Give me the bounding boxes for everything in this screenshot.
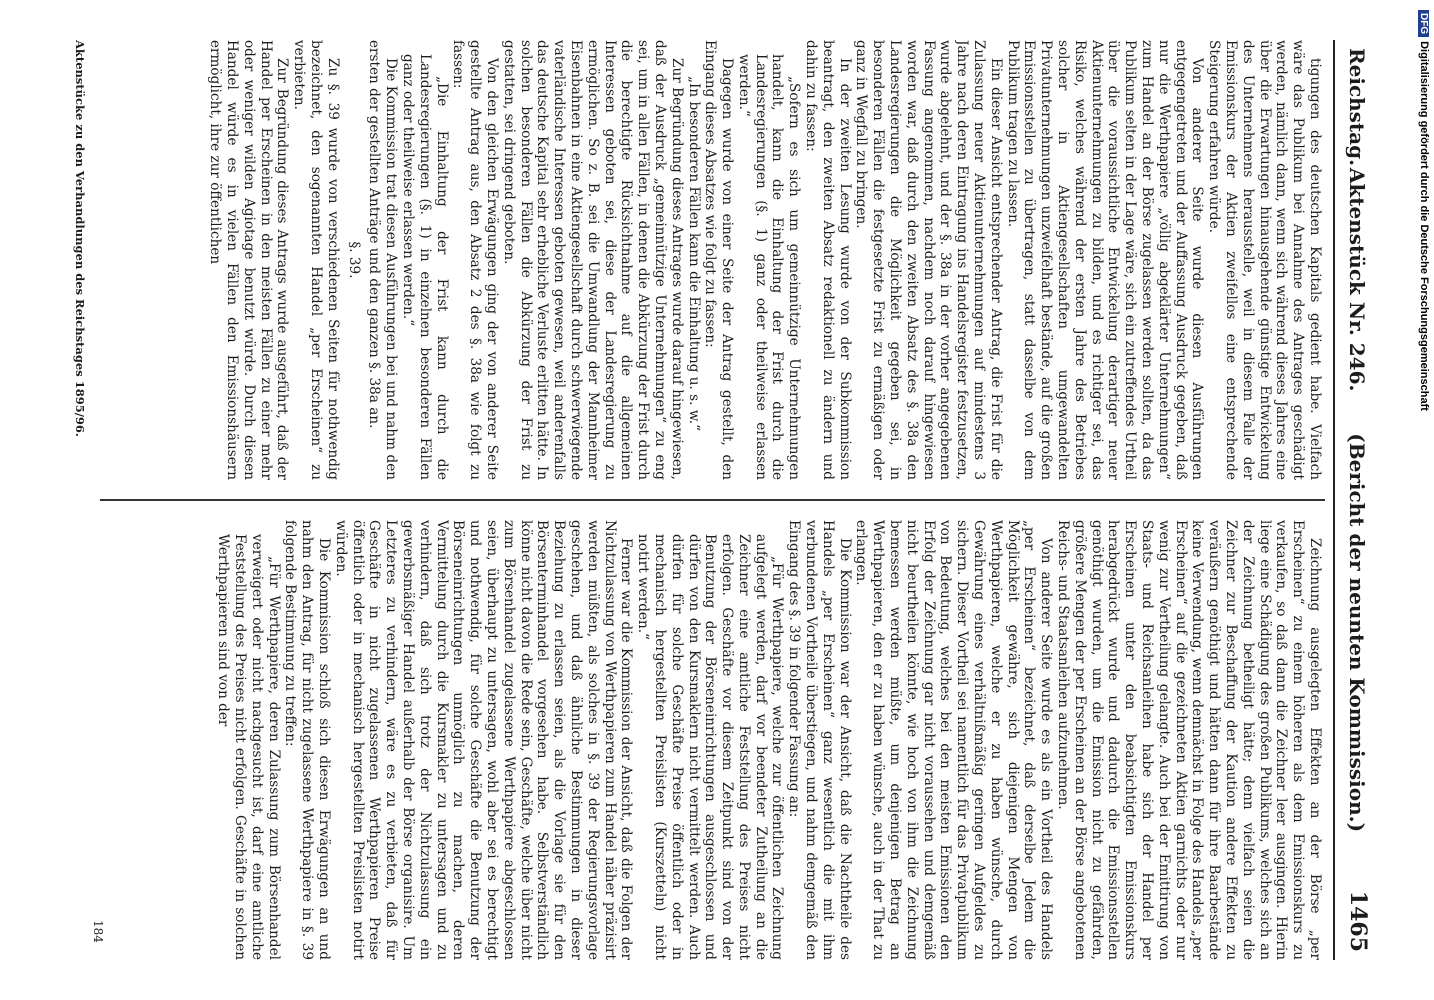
paragraph: Die Kommission schloß sich diesen Erwägungen an und nahm den Antrag, für nicht zugelassene Werthpapiere in §. 39 folgende Bestimmung zu treffen: (282, 520, 332, 960)
side-note-label: Digitalisierung gefördert durch die Deutsche Forschungsgemeinschaft (1418, 41, 1430, 411)
footer-note: Aktenstücke zu den Verhandlungen des Reichstages 1895/96. (73, 40, 87, 437)
quoted-paragraph: „Für Werthpapiere, deren Zulassung zum Börsenhandel verweigert oder nicht nachgesucht ist, darf eine amtliche Feststellung des Preises nicht erfolgen. Geschäfte in solchen Werthpapieren sind von der (215, 534, 282, 960)
paragraph: Zu §. 39 wurde von verschiedenen Seiten für nothwendig bezeichnet, den sogenannten Handel „per Erscheinen“ zu verbieten. (291, 40, 341, 480)
paragraph: Von anderer Seite wurde diesen Ausführungen entgegengetreten und der Auffassung Ausdruck gegeben, daß nur die Werthpapiere „völlig abgeklärter Unternehmungen“ zum Handel an der Börse zugelassen werden sollten, da das Publikum selten in der Lage wäre, sich ein zutreffendes Urtheil über die voraussichtliche Entwickelung derartiger neuer Aktienunternehmungen zu bilden, und es richtiger sei, das Risiko, welches während der ersten Jahre des Betriebes solcher in Aktiengesellschaften umgewandelten Privatunternehmungen unzweifelhaft bestände, auf die großen Emissionsstellen zu übertragen, statt dasselbe von dem Publikum tragen zu lassen. (1004, 40, 1206, 480)
header-left: Reichstag. (1345, 48, 1369, 167)
quoted-paragraph: „Die Einhaltung der Frist kann durch die Landesregierungen (§. 1) in einzelnen besonderen Fällen ganz oder theilweise erlassen werden.“ (399, 54, 450, 480)
header-center-title: Aktenstück Nr. 246. (1345, 167, 1369, 392)
paragraph: Die Kommission trat diesen Ausführungen bei und nahm den ersten der gestellten Anträge und den ganzen §. 38a an. (366, 40, 400, 480)
paragraph: Ein dieser Ansicht entsprechender Antrag, die Frist für die Zulassung neuer Aktienunternehmungen auf mindestens 3 Jahre nach deren Eintragung ins Handelsregister festzusetzen, wurde abgelehnt, und der §. 38a in der vorher angegebenen Fassung angenommen, nachdem noch darauf hingewiesen worden war, daß durch den zweiten Absatz des §. 38a den Landesregierungen die Möglichkeit gegeben sei, in besonderen Fällen die festgesetzte Frist zu ermäßigen oder ganz in Wegfall zu bringen. (853, 40, 1004, 480)
rotated-page-content (55, 40, 1375, 960)
paragraph: Von den gleichen Erwägungen ging der von anderer Seite gestellte Antrag aus, den Absatz 2 des §. 38a wie folgt zu fassen: (450, 40, 500, 480)
paragraph: Zeichnung ausgelegten Effekten an der Börse „per Erscheinen“ zu einem höheren als dem Emissionskurs zu verkaufen, so daß dann die Zeichner leer ausgingen. Hierin liege eine Schädigung des großen Publikums, welches sich an der Zeichnung betheiligt hätte; denn vielfach seien die Zeichner zur Beschaffung der Kaution andere Effekten zu veräußern genöthigt und hätten dann für ihre Baarbestände keine Verwendung, wenn demnächst in Folge des Handels „per Erscheinen“ auf die gezeichneten Aktien garnichts oder nur wenig zur Vertheilung gelangte. Auch bei der Emittirung von Staats- und Reichsanleihen habe sich der Handel per Erscheinen unter den beabsichtigten Emissionskurs herabgedrückt wurde und dadurch die Emissionsstellen genöthigt wurden, um die Emission nicht zu gefährden, größere Mengen der per Erscheinen an der Börse angebotenen Reichs- und Staatsanleihen aufzunehmen. (1055, 520, 1323, 960)
header-center-subtitle: (Bericht der neunten Kommission.) (1345, 433, 1369, 833)
paragraph: Zur Begründung dieses Antrags wurde ausgeführt, daß der Handel per Erscheinen in den meisten Fällen zu einer mehr oder weniger wilden Agiotage benutzt würde. Durch diesen Handel würde es in vielen Fällen den Emissionshäusern ermöglicht, ihre zur öffentlichen (207, 40, 291, 480)
left-column (103, 40, 1323, 480)
quoted-paragraph: „Sofern es sich um gemeinnützige Unternehmungen handelt, kann die Einhaltung der Frist durch die Landesregierungen (§. 1) ganz oder theilweise erlassen werden.“ (735, 54, 803, 480)
quoted-paragraph: „In besonderen Fällen kann die Einhaltung u. s. w.“ (685, 76, 702, 432)
right-column (103, 520, 1323, 960)
side-note-text (1410, 10, 1430, 990)
paragraph: Die Kommission war der Ansicht, daß die Nachtheile des Handels „per Erscheinen“ ganz wesentlich die mit ihm verbundenen Vortheile überstiegen, und nahm demgemäß den Eingang des §. 39 in folgender Fassung an: (786, 520, 853, 960)
header-center (1345, 40, 1369, 960)
header-rule (1333, 40, 1335, 960)
page-header (1337, 40, 1375, 960)
paragraph: Ferner war die Kommission der Ansicht, daß die Folgen der Nichtzulassung von Werthpapieren zum Handel näher präzisirt werden müßten, als solches in §. 39 der Regierungsvorlage geschehen, und daß ähnliche Bestimmungen in dieser Beziehung zu erlassen seien, als die Vorlage sie für den Börsenterminhandel vorgesehen habe. Selbstverständlich könne nicht davon die Rede sein, Geschäfte, welche über nicht zum Börsenhandel zugelassene Werthpapiere abgeschlossen seien, überhaupt zu untersagen, wohl aber sei es berechtigt und nothwendig, für solche Geschäfte die Benutzung der Börseneinrichtungen unmöglich zu machen, deren Vermittelung durch die Kursmakler zu untersagen und zu verhindern, daß sich trotz der Nichtzulassung ein gewerbsmäßiger Handel außerhalb der Börse organisire. Um Letzteres zu verhindern, wäre es zu verbieten, daß für Geschäfte in nicht zugelassenen Werthpapieren Preise öffentlich oder in mechanisch hergestellten Preislisten notirt würden. (332, 520, 635, 960)
quoted-paragraph: „Für Werthpapiere, welche zur öffentlichen Zeichnung aufgelegt werden, darf vor beendeter Zutheilung an die Zeichner eine amtliche Feststellung des Preises nicht erfolgen. Geschäfte vor diesem Zeitpunkt sind von der Benutzung der Börseneinrichtungen ausgeschlossen und dürfen von den Kursmaklern nicht vermittelt werden. Auch dürfen für solche Geschäfte Preise öffentlich oder in mechanisch hergestellten Preislisten (Kurszetteln) nicht notirt werden.“ (635, 534, 786, 960)
paragraph: In der zweiten Lesung wurde von der Subkommission beantragt, den zweiten Absatz redaktionell zu ändern und dahin zu fassen: (803, 40, 853, 480)
section-heading: §. 39. (345, 241, 362, 279)
column-divider (100, 499, 1325, 501)
dfg-logo: DFG (1418, 10, 1429, 37)
paragraph: Von anderer Seite wurde es als ein Vortheil des Handels „per Erscheinen“ bezeichnet, daß derselbe Jedem die Möglichkeit gewähre, sich diejenigen Mengen von Werthpapieren, welche er zu haben wünsche, durch Gewährung eines verhältnißmäßig geringen Aufgeldes zu sichern. Dieser Vortheil sei namentlich für das Privatpublikum von Bedeutung, welches bei den meisten Emissionen den Erfolg der Zeichnung gar nicht voraussehen und demgemäß nicht beurtheilen könnte, wie hoch von ihm die Zeichnung bemessen werden müßte, um denjenigen Betrag an Werthpapieren, den er zu haben wünsche, auch in der That zu erlangen. (853, 520, 1055, 960)
page-number: 1465 (1345, 890, 1371, 952)
paragraph: Zur Begründung dieses Antrages wurde darauf hingewiesen, daß der Ausdruck „gemeinnützige Unternehmungen“ zu eng sei, um in allen Fällen, in denen die Abkürzung der Frist durch die berechtigte Rücksichtnahme auf die allgemeinen Interessen geboten sei, diese der Landesregierung zu ermöglichen. So z. B. sei die Umwandlung der Mannheimer Eisenbahnen in eine Aktiengesellschaft durch schwerwiegende vaterländische Interessen geboten gewesen, weil anderenfalls das deutsche Kapital sehr erhebliche Verluste erlitten hätte. In solchen besonderen Fällen die Abkürzung der Frist zu gestatten, sei dringend geboten. (500, 40, 685, 480)
paragraph: tigungen des deutschen Kapitals gedient habe. Vielfach wäre das Publikum bei Annahme des Antrages geschädigt werden, nämlich dann, wenn sich während dieses Jahres eine über die Erwartungen hinausgehende günstige Entwickelung des Unternehmens herausstelle, weil in diesem Falle der Emissionskurs der Aktien zweifellos eine entsprechende Steigerung erfahren würde. (1206, 40, 1323, 480)
footer-sheet-number: 184 (91, 920, 105, 943)
digitization-side-note (1408, 10, 1430, 990)
paragraph: Dagegen wurde von einer Seite der Antrag gestellt, den Eingang dieses Absatzes wie folgt zu fassen: (702, 40, 736, 480)
